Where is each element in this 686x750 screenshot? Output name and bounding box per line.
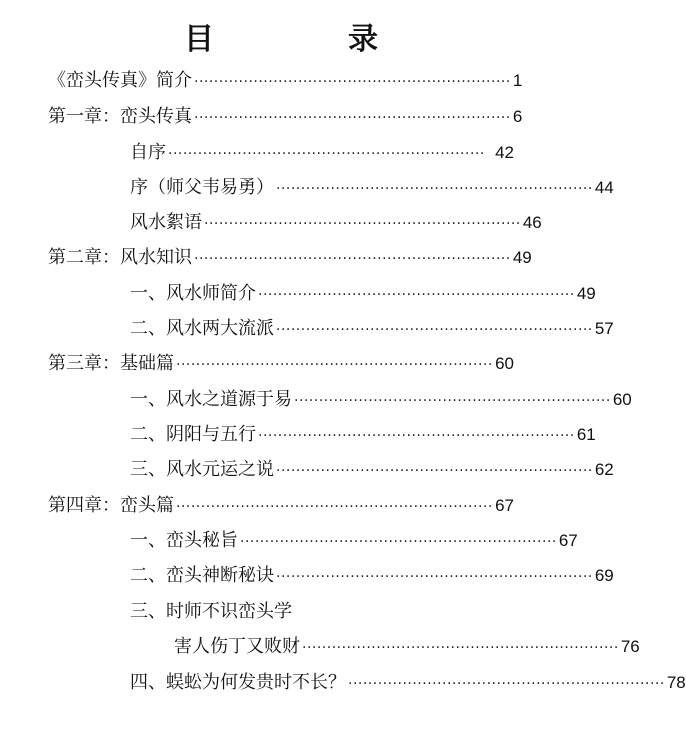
toc-entry[interactable] xyxy=(130,314,614,340)
toc-entry-page: 78 xyxy=(666,673,686,692)
toc-entry-label: 序（师父韦易勇） xyxy=(130,177,274,198)
toc-entry-label: 第三章：基础篇 xyxy=(48,353,174,374)
dot-leader: ································································ xyxy=(276,569,593,585)
toc-entry-page: 62 xyxy=(594,460,614,479)
dot-leader: ································································ xyxy=(294,393,611,409)
toc-entry-label: 三、风水元运之说 xyxy=(130,459,274,480)
toc-entry-label: 一、风水师简介 xyxy=(130,283,256,304)
dot-leader: ································································ xyxy=(194,74,511,90)
dot-leader: ································································ xyxy=(176,499,493,515)
toc-entry-label: 第四章：峦头篇 xyxy=(48,495,174,516)
toc-entry-page: 44 xyxy=(594,178,614,197)
toc-entry[interactable] xyxy=(130,385,632,411)
dot-leader: ································································ xyxy=(276,463,593,479)
toc-entry-page: 49 xyxy=(576,284,596,303)
toc-entry[interactable] xyxy=(174,632,640,658)
dot-leader: ································································ xyxy=(348,676,665,692)
toc-entry-label: 一、风水之道源于易 xyxy=(130,389,292,410)
toc-entry[interactable] xyxy=(130,455,614,481)
toc-entry-page: 60 xyxy=(612,390,632,409)
toc-entry[interactable] xyxy=(130,420,596,446)
toc-entry-page: 42 xyxy=(495,143,514,162)
dot-leader: ································································ xyxy=(194,251,511,267)
toc-entry[interactable] xyxy=(130,138,514,164)
toc-entry-label: 一、峦头秘旨 xyxy=(130,530,238,551)
dot-leader: ································································ xyxy=(168,146,485,162)
toc-entry[interactable] xyxy=(130,561,614,587)
dot-leader: ································································ xyxy=(258,428,575,444)
toc-entry[interactable] xyxy=(130,526,578,552)
toc-entry[interactable] xyxy=(130,279,596,305)
toc-entry-label: 二、阴阳与五行 xyxy=(130,424,256,445)
toc-entry[interactable] xyxy=(48,243,532,269)
toc-entry-page: 46 xyxy=(522,213,542,232)
toc-entry-page: 60 xyxy=(495,354,514,373)
toc-entry[interactable] xyxy=(130,597,514,623)
dot-leader: ································································ xyxy=(276,181,593,197)
toc-entry[interactable] xyxy=(48,102,523,128)
toc-entry[interactable] xyxy=(48,491,514,517)
dot-leader: ································································ xyxy=(302,640,619,656)
toc-entry-label: 害人伤丁又败财 xyxy=(174,636,300,657)
toc-entry-label: 自序 xyxy=(130,142,166,163)
toc-entry[interactable] xyxy=(130,208,542,234)
toc-entry-page: 49 xyxy=(512,248,532,267)
toc-entry-label: 第二章：风水知识 xyxy=(48,247,192,268)
toc-entry-page: 67 xyxy=(495,496,514,515)
toc-entry-page: 69 xyxy=(594,566,614,585)
dot-leader: ································································ xyxy=(240,534,557,550)
toc-entry-label: 二、峦头神断秘诀 xyxy=(130,565,274,586)
dot-leader: ································································ xyxy=(276,322,593,338)
dot-leader: ································································ xyxy=(204,216,521,232)
toc-entry-label: 第一章：峦头传真 xyxy=(48,106,192,127)
dot-leader: ································································ xyxy=(194,110,511,126)
toc-entry[interactable] xyxy=(130,668,686,694)
toc-entry-label: 风水絮语 xyxy=(130,212,202,233)
toc-entry-label: 三、时师不识峦头学 xyxy=(130,601,292,622)
toc-entry-page: 57 xyxy=(594,319,614,338)
toc-entry[interactable] xyxy=(48,349,514,375)
toc-entry[interactable] xyxy=(130,173,614,199)
dot-leader: ································································ xyxy=(258,287,575,303)
toc-entry-page: 67 xyxy=(558,531,578,550)
toc-entry-label: 《峦头传真》简介 xyxy=(48,70,192,91)
toc-entry-page: 76 xyxy=(620,637,640,656)
toc-entry-label: 二、风水两大流派 xyxy=(130,318,274,339)
toc-entry-label: 四、蜈蚣为何发贵时不长？ xyxy=(130,672,346,693)
toc-entry[interactable] xyxy=(48,66,523,92)
toc-entry-page: 61 xyxy=(576,425,596,444)
dot-leader: ································································ xyxy=(176,357,493,373)
toc-entry-page: 6 xyxy=(512,107,523,126)
page-title: 目 录 xyxy=(184,22,430,57)
toc-entry-page: 1 xyxy=(512,71,523,90)
